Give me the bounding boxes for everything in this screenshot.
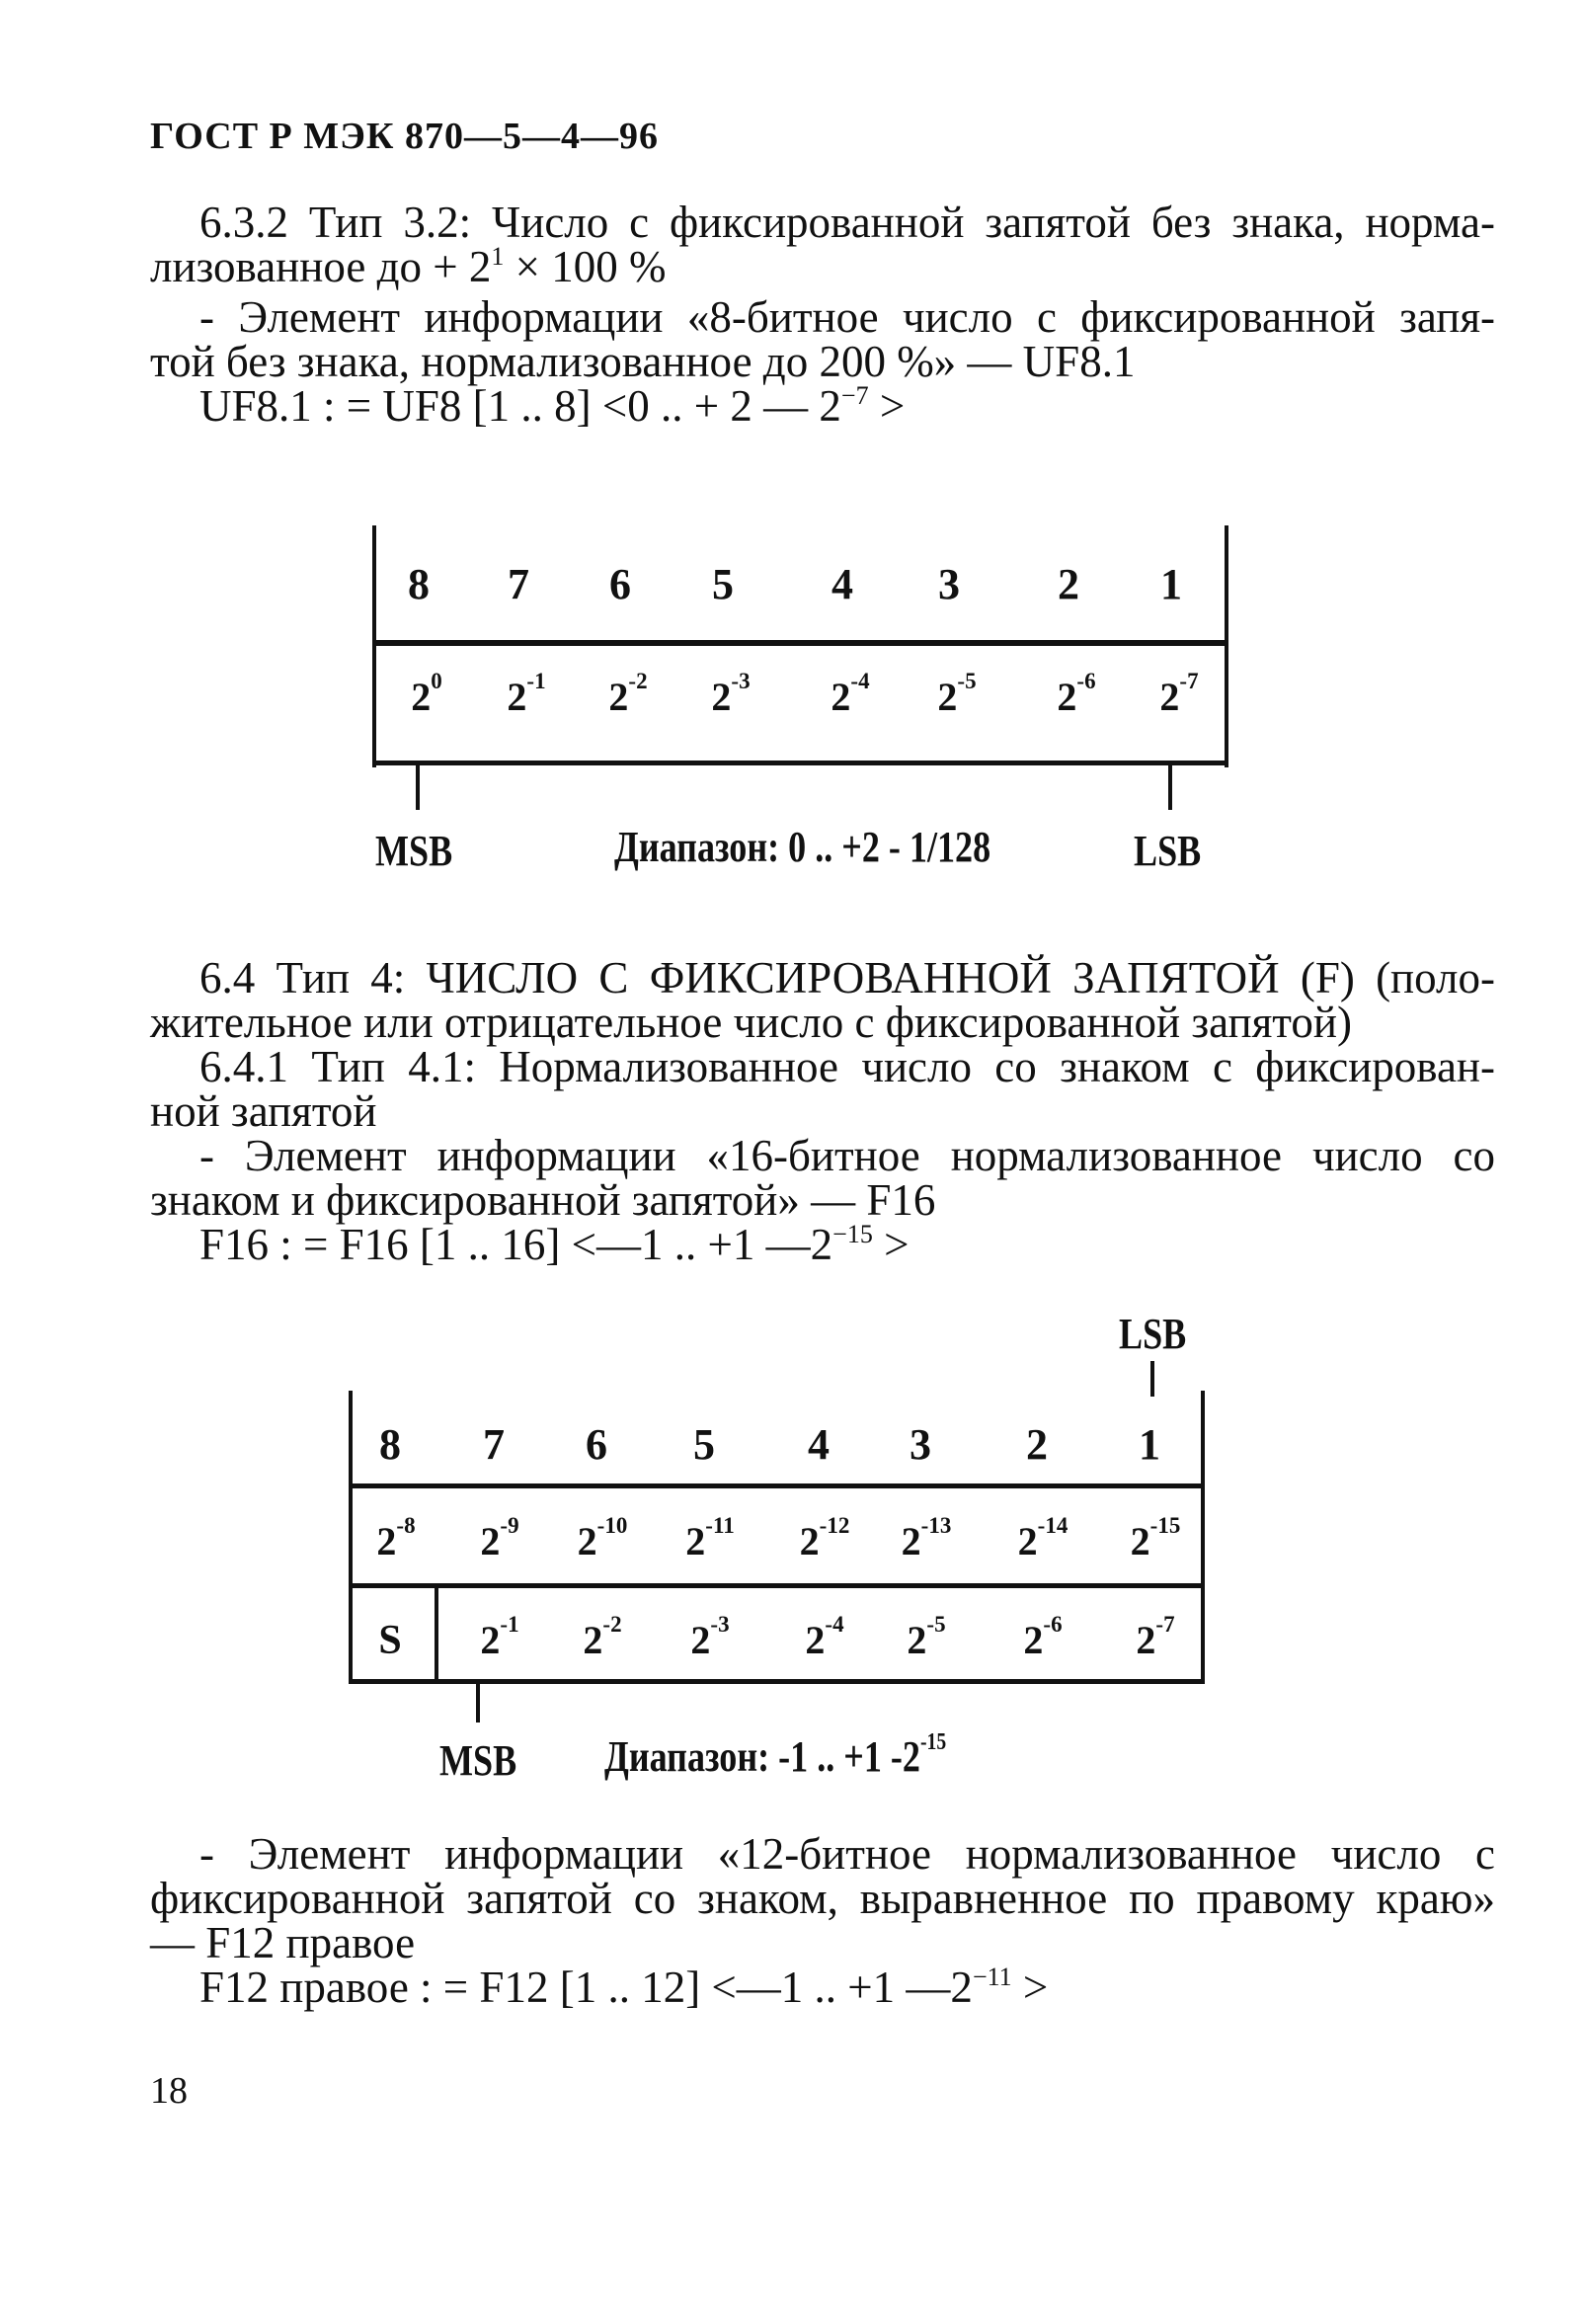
bit-number: 4 [808,1420,830,1469]
bit-number: 7 [483,1420,505,1469]
bit-weight: $2^{-15}$ [1130,1513,1181,1563]
document-header: ГОСТ Р МЭК 870—5—4—96 [150,116,659,157]
paragraph-line: той без знака, нормализованное до 200 %» — UF8.1 [150,337,1136,386]
bit-weight: $2^{-3}$ [690,1612,730,1662]
bit-weight: $2^{-10}$ [577,1513,628,1563]
formula-uf8-1: UF8.1 : = UF8 [1 .. 8] <0 .. + 2 — $2^{-7}$ > [199,381,906,431]
bit-weight: $2^{-4}$ [831,669,870,719]
frame-right [1225,525,1228,767]
bit-number: 6 [586,1420,607,1469]
frame-divider [372,640,1228,646]
frame-divider-1 [349,1483,1205,1488]
range-label: Диапазон: -1 .. +1 $-2^{-15}$ [604,1729,947,1781]
paragraph-line: знаком и фиксированной запятой» — F16 [150,1175,936,1225]
paragraph-line: фиксированной запятой со знаком, выравненное по правому краю» [150,1874,1495,1923]
bit-weight: $2^{-14}$ [1017,1513,1069,1563]
bit-weight: $2^{-7}$ [1159,669,1199,719]
paragraph-line: жительное или отрицательное число с фиксированной запятой) [150,998,1352,1047]
bit-number: 5 [693,1420,715,1469]
bit-number: 8 [408,560,430,608]
paragraph-line: — F12 правое [150,1918,416,1967]
bit-weight: $2^{-5}$ [937,669,977,719]
frame-left [372,525,376,767]
bit-number: 1 [1139,1420,1160,1469]
bit-number: 3 [910,1420,931,1469]
bit-number: 7 [508,560,529,608]
bit-weight: $2^{-1}$ [480,1612,519,1662]
bit-weight: $2^{-7}$ [1136,1612,1175,1662]
bit-weight: $2^{-9}$ [480,1513,519,1563]
bit-number: 1 [1160,560,1182,608]
frame-right [1201,1391,1205,1683]
bit-number: 5 [712,560,734,608]
bit-weight: $2^{-13}$ [901,1513,952,1563]
bit-weight: $2^{-1}$ [507,669,546,719]
paragraph-line: лизованное до + $2^1 \times 100$ % [150,242,667,291]
bit-number: 4 [831,560,853,608]
section-6-4 [150,953,1495,1273]
bit-weight: $2^{-8}$ [376,1513,416,1563]
bit-number: 6 [609,560,631,608]
paragraph-line: 6.4.1 Тип 4.1: Нормализованное число со знаком с фиксирован- [199,1042,1495,1091]
bit-number: 2 [1058,560,1079,608]
paragraph-line: 6.4 Тип 4: ЧИСЛО С ФИКСИРОВАННОЙ ЗАПЯТОЙ (F) (поло- [199,953,1495,1002]
lsb-label: LSB [1119,1310,1187,1358]
msb-label: MSB [439,1736,517,1785]
section-6-3-2 [150,200,1495,435]
msb-label: MSB [375,827,453,875]
sign-bit-cell: S [378,1618,402,1663]
bit-number: 2 [1026,1420,1048,1469]
paragraph-line: - Элемент информации «8-битное число с фиксированной запя- [199,292,1495,342]
formula-f16: F16 : = F16 [1 .. 16] <—1 .. +1 $—2^{-15}$ > [199,1220,910,1269]
bit-weight: $2^{-6}$ [1023,1612,1063,1662]
bit-weight: $2^{-12}$ [799,1513,850,1563]
bit-weight: $2^{-5}$ [907,1612,946,1662]
section-f12 [150,1829,1495,2016]
bit-weight: $2^{-4}$ [805,1612,844,1662]
paragraph-line: - Элемент информации «16-битное нормализованное число со [199,1131,1495,1180]
bit-weight: $2^0$ [411,669,442,719]
bit-weight: $2^{-11}$ [685,1513,735,1563]
paragraph-line: - Элемент информации «12-битное нормализованное число с [199,1829,1495,1879]
range-label: Диапазон: 0 .. +2 - 1/128 [614,823,991,871]
sign-separator [435,1585,438,1682]
msb-tick [416,765,420,810]
bit-weight: $2^{-3}$ [711,669,751,719]
lsb-label: LSB [1134,827,1202,875]
bit-weight: $2^{-2}$ [608,669,648,719]
lsb-tick [1168,765,1172,810]
frame-bottom [372,761,1228,765]
frame-divider-2 [349,1583,1205,1588]
page-number: 18 [150,2070,188,2112]
bit-weight: $2^{-6}$ [1057,669,1096,719]
formula-f12: F12 правое : = F12 [1 .. 12] <—1 .. +1 $—2^{-11}$ > [199,1963,1049,2012]
bit-number: 8 [379,1420,401,1469]
paragraph-line: 6.3.2 Тип 3.2: Число с фиксированной запятой без знака, норма- [199,198,1495,247]
msb-tick [476,1683,480,1723]
frame-left [349,1391,353,1683]
paragraph-line: ной запятой [150,1086,377,1136]
bit-weight: $2^{-2}$ [583,1612,622,1662]
lsb-tick [1150,1361,1154,1397]
bit-number: 3 [938,560,960,608]
